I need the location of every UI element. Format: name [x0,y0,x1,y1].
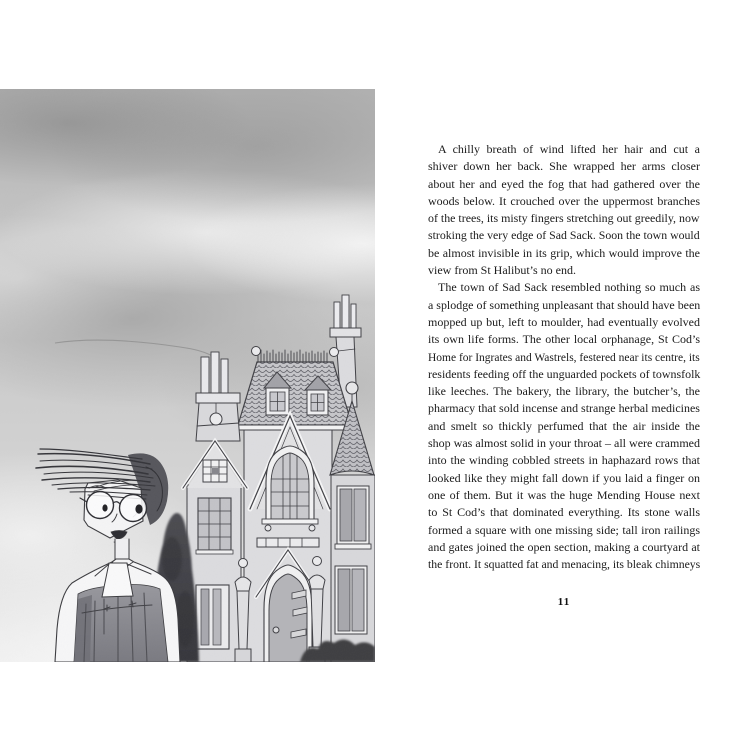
text-line: mopped up but, left to moulder, had eventually evolved [428,314,700,329]
text-line: and smelt so thickly perfumed that the air inside the [428,418,700,433]
text-line: one of them. But it was the huge Mending House next [428,487,700,502]
text-line: Home for Ingrates and Wastrels, festered near its centre, its [428,349,700,364]
text-line: formed a square with one missing side; tall iron railings [428,522,700,537]
paper-grain [0,89,375,662]
text-line: about her and eyed the fog that had gathered over the [428,176,700,191]
text-line: residents feeding off the unguarded pockets of townsfolk [428,366,701,381]
text-line: stroking the very edge of Sad Sack. Soon the town would [428,228,700,243]
text-line: like leeches. The bakery, the library, the butcher’s, the [428,384,700,399]
page-number: 11 [557,596,571,608]
text-line: and gates joined the open section, making a courtyard at [428,539,700,554]
text-line: The town of Sad Sack resembled nothing so much as [438,280,700,295]
text-line: A chilly breath of wind lifted her hair and cut a [438,142,700,156]
illustration [0,89,375,662]
text-line: to St Cod’s that dominated everything. Its stone walls [428,505,700,520]
paragraph [428,279,700,573]
text-line: view from St Halibut’s no end. [428,263,576,278]
text-line: a splodge of something unpleasant that should have been [428,297,701,312]
text-line: into the winding cobbled streets in haphazard rows that [428,453,700,468]
text-line: of the trees, its misty fingers stretching out greedily, now [428,211,700,226]
paragraph [428,141,700,279]
text-line: shop was almost solid in your throat – all were crammed [428,436,700,451]
text-line: be almost invisible in its grip, which would improve the [428,245,700,260]
text-line: its own life forms. The other local orphanage, St Cod’s [428,332,700,347]
text-line: shiver down her back. She wrapped her arms closer [428,159,700,174]
text-line: woods below. It crouched over the uppermost branches [428,193,700,208]
text-line: looked like they might fall down if you laid a finger on [428,470,700,485]
text-column [428,141,700,573]
text-line: pharmacy that sold incense and strange herbal medicines [428,401,700,416]
illustration-lineart [0,89,375,662]
text-line: the front. It squatted fat and menacing, its bleak chimneys [428,557,701,572]
